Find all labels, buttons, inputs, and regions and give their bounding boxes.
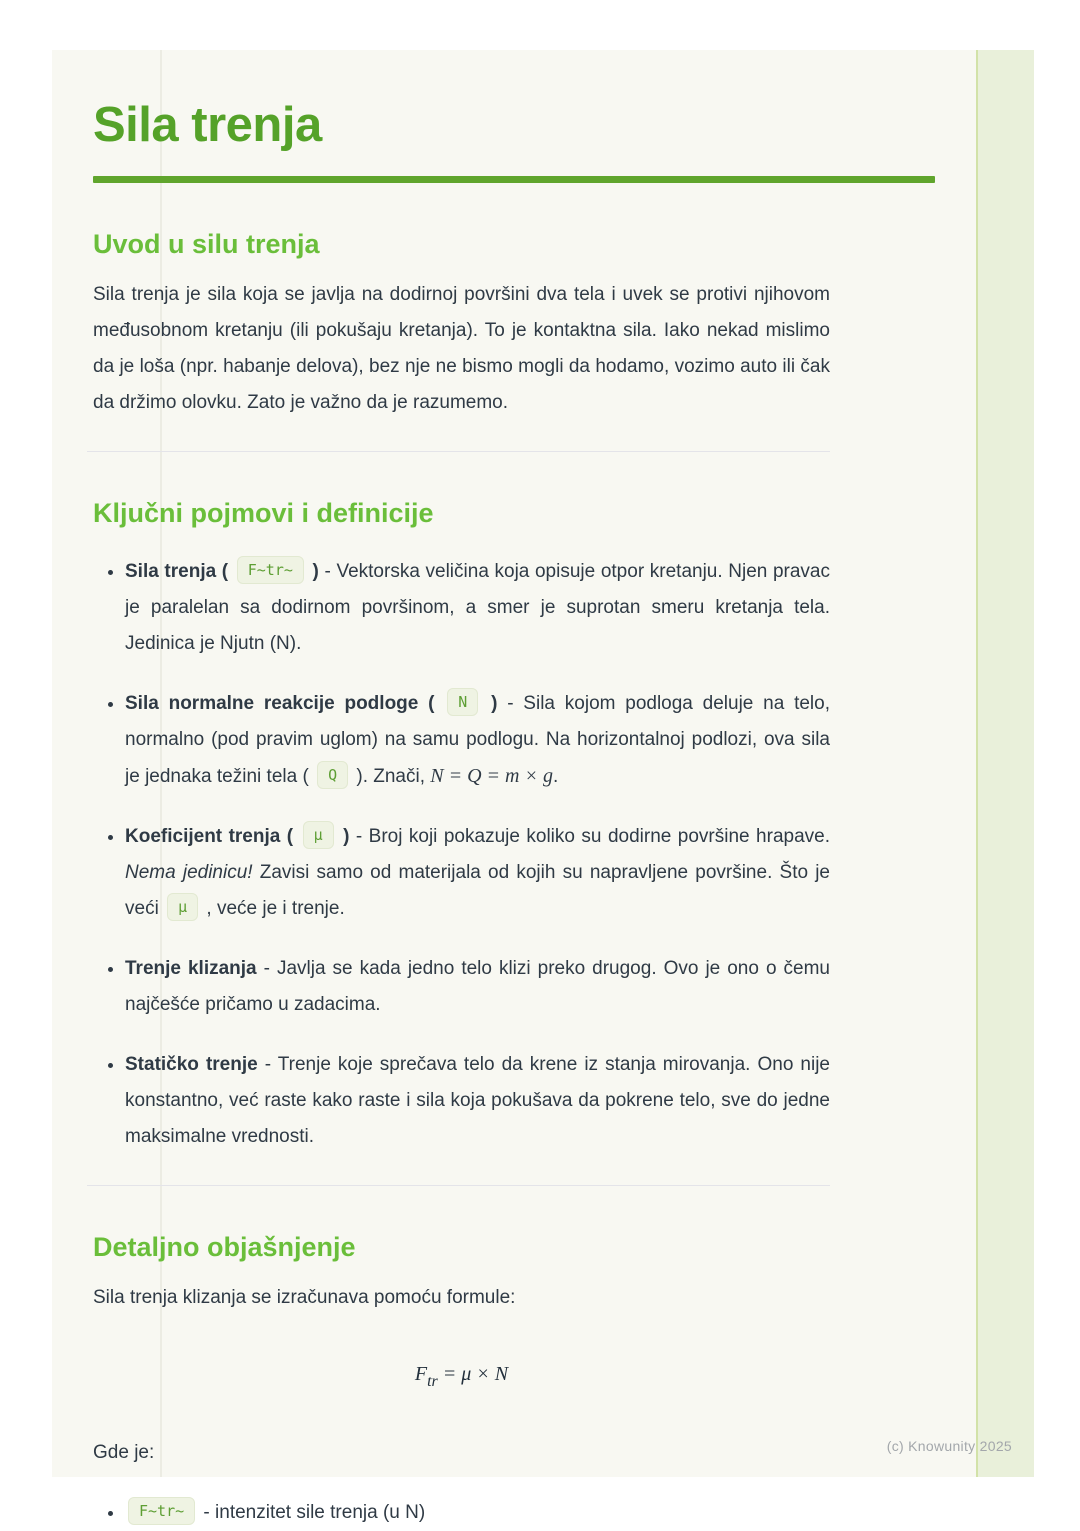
inline-math: N = Q = m × g: [430, 765, 553, 787]
right-accent-strip: [976, 50, 1034, 1477]
term-bold-label: ): [336, 826, 350, 847]
section-heading-uvod: Uvod u silu trenja: [93, 229, 320, 259]
text-segment: - Broj koji pokazuje koliko su dodirne površine hrapave.: [349, 826, 831, 847]
where-label: Gde je:: [93, 1441, 155, 1463]
title-underline: [93, 176, 935, 183]
text-segment: - intenzitet sile trenja (u N): [198, 1501, 426, 1523]
section-heading-pojmovi: Ključni pojmovi i definicije: [93, 498, 434, 528]
inline-code-badge: μ: [303, 821, 334, 849]
list-item: [125, 951, 830, 1023]
text-segment: ). Znači,: [351, 766, 431, 787]
inline-code-badge: N: [447, 688, 478, 716]
section-divider-2: [87, 1185, 830, 1186]
list-item: [125, 1495, 830, 1531]
list-item: [125, 819, 830, 927]
list-item: [125, 554, 830, 662]
list-item: [125, 1047, 830, 1155]
text-segment: - Vektorska veličina koja opisuje otpor kretanju. Njen pravac je paralelan sa dodirnom površinom, a smer je suprotan smeru kretanja tela. Jedinica je Njutn (N).: [125, 561, 831, 654]
term-bold-label: Trenje klizanja: [125, 958, 257, 979]
document-card: [52, 50, 1034, 1523]
document-content: [93, 50, 830, 1531]
text-segment: Zavisi samo od materijala od kojih su napravljene površine. Što je veći: [125, 862, 831, 919]
emphasis-text: Nema jedinicu!: [125, 862, 253, 883]
term-bold-label: ): [306, 561, 319, 582]
math-subscript: tr: [427, 1372, 438, 1390]
term-bold-label: Statičko trenje: [125, 1054, 258, 1075]
inline-code-badge: F~tr~: [128, 1497, 195, 1525]
term-bold-label: Koeficijent trenja (: [125, 826, 300, 847]
text-segment: .: [553, 766, 559, 787]
inline-math: = μ × N: [437, 1363, 509, 1385]
text-segment: - Javlja se kada jedno telo klizi preko drugog. Ovo je ono o čemu najčešće pričamo u zadacima.: [125, 958, 830, 1015]
where-list: [93, 1495, 830, 1531]
inline-code-badge: Q: [317, 761, 348, 789]
section-heading-detaljno: Detaljno objašnjenje: [93, 1232, 356, 1262]
term-bold-label: Sila trenja (: [125, 561, 234, 582]
formula-intro-paragraph: Sila trenja klizanja se izračunava pomoću formule:: [93, 1287, 516, 1308]
inline-code-badge: F~tr~: [237, 556, 304, 584]
copyright-footer: (c) Knowunity 2025: [886, 1438, 1012, 1454]
term-bold-label: ): [481, 693, 498, 714]
text-segment: , veće je i trenje.: [201, 898, 345, 919]
inline-code-badge: μ: [167, 893, 198, 921]
intro-paragraph: Sila trenja je sila koja se javlja na dodirnoj površini dva tela i uvek se protivi njihovom međusobnom kretanju (ili pokušaju kretanja). To je kontaktna sila. Iako nekad mislimo da je loša (npr. habanje delova), bez nje ne bismo mogli da hodamo, vozimo auto ili čak da držimo olovku. Zato je važno da je razumemo.: [93, 284, 830, 413]
term-bold-label: Sila normalne reakcije podloge (: [125, 693, 445, 714]
section-divider-1: [87, 451, 830, 452]
text-segment: - Sila kojom podloga deluje na telo, normalno (pod pravim uglom) na samu podlogu. Na horizontalnoj podlozi, ova sila je jednaka težini tela (: [125, 693, 830, 787]
friction-formula: [93, 1360, 830, 1391]
text-segment: - Trenje koje sprečava telo da krene iz stanja mirovanja. Ono nije konstantno, već raste kako raste i sila koja pokušava da pokrene telo, sve do jedne maksimalne vrednosti.: [125, 1054, 830, 1147]
inline-math: F: [414, 1363, 428, 1385]
list-item: [125, 686, 830, 795]
page-title: Sila trenja: [93, 98, 322, 152]
key-terms-list: [93, 554, 830, 1155]
